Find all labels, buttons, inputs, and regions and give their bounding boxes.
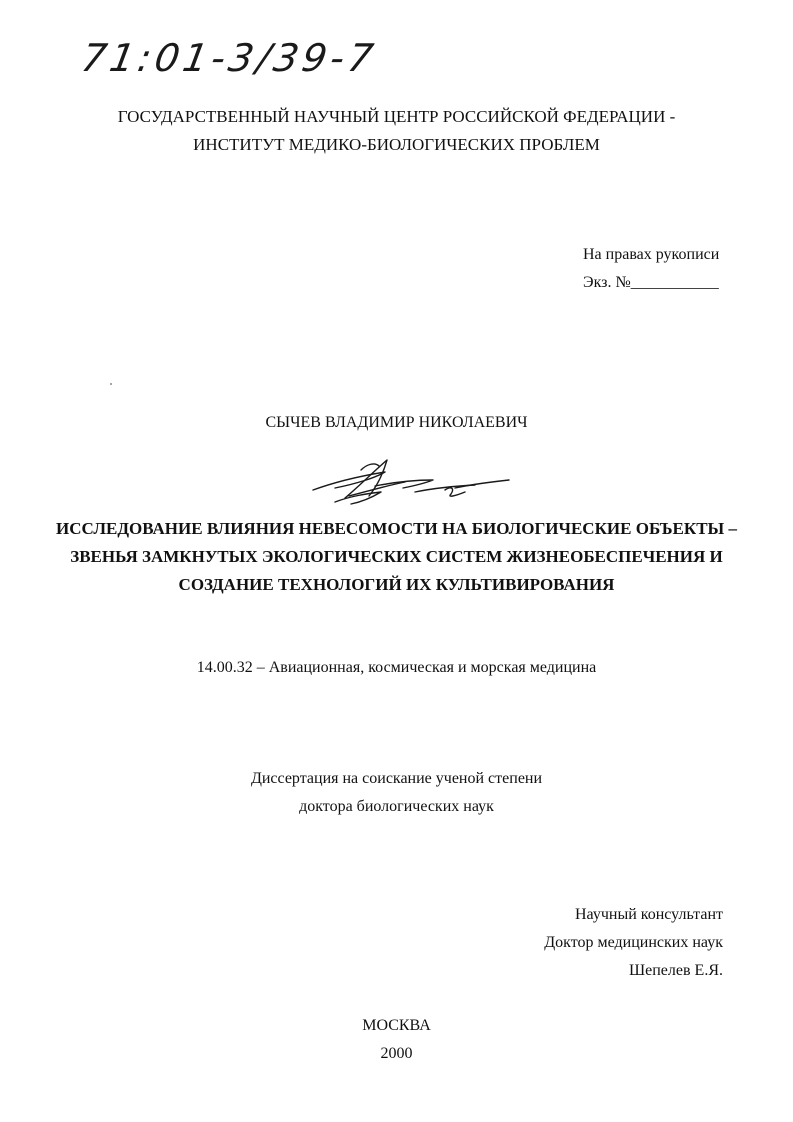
manuscript-rights: На правах рукописи — [583, 246, 720, 263]
dissertation-title-line-2: ЗВЕНЬЯ ЗАМКНУТЫХ ЭКОЛОГИЧЕСКИХ СИСТЕМ ЖИЗНЕОБЕСПЕЧЕНИЯ И — [70, 547, 723, 566]
institution-line-2: ИНСТИТУТ МЕДИКО-БИОЛОГИЧЕСКИХ ПРОБЛЕМ — [193, 135, 600, 154]
city: МОСКВА — [362, 1017, 431, 1034]
institution-line-1: ГОСУДАРСТВЕННЫЙ НАУЧНЫЙ ЦЕНТР РОССИЙСКОЙ ФЕДЕРАЦИИ - — [117, 107, 676, 126]
author-name: СЫЧЕВ ВЛАДИМИР НИКОЛАЕВИЧ — [265, 414, 528, 431]
archive-code: 71:01-3/39-7 — [78, 36, 381, 80]
copy-number: Экз. №___________ — [583, 274, 719, 291]
year: 2000 — [380, 1045, 413, 1062]
dissertation-title-line-1: ИССЛЕДОВАНИЕ ВЛИЯНИЯ НЕВЕСОМОСТИ НА БИОЛОГИЧЕСКИЕ ОБЪЕКТЫ – — [55, 519, 737, 538]
consultant-degree: Доктор медицинских наук — [544, 934, 723, 951]
scan-speck — [110, 383, 112, 385]
degree-line-1: Диссертация на соискание ученой степени — [250, 770, 543, 787]
degree-line-2: доктора биологических наук — [299, 798, 494, 815]
consultant-label: Научный консультант — [575, 906, 723, 923]
specialty-code: 14.00.32 – Авиационная, космическая и морская медицина — [196, 659, 597, 676]
signature-image — [305, 452, 515, 512]
consultant-name: Шепелев Е.Я. — [629, 962, 723, 979]
dissertation-title-line-3: СОЗДАНИЕ ТЕХНОЛОГИЙ ИХ КУЛЬТИВИРОВАНИЯ — [178, 575, 615, 594]
